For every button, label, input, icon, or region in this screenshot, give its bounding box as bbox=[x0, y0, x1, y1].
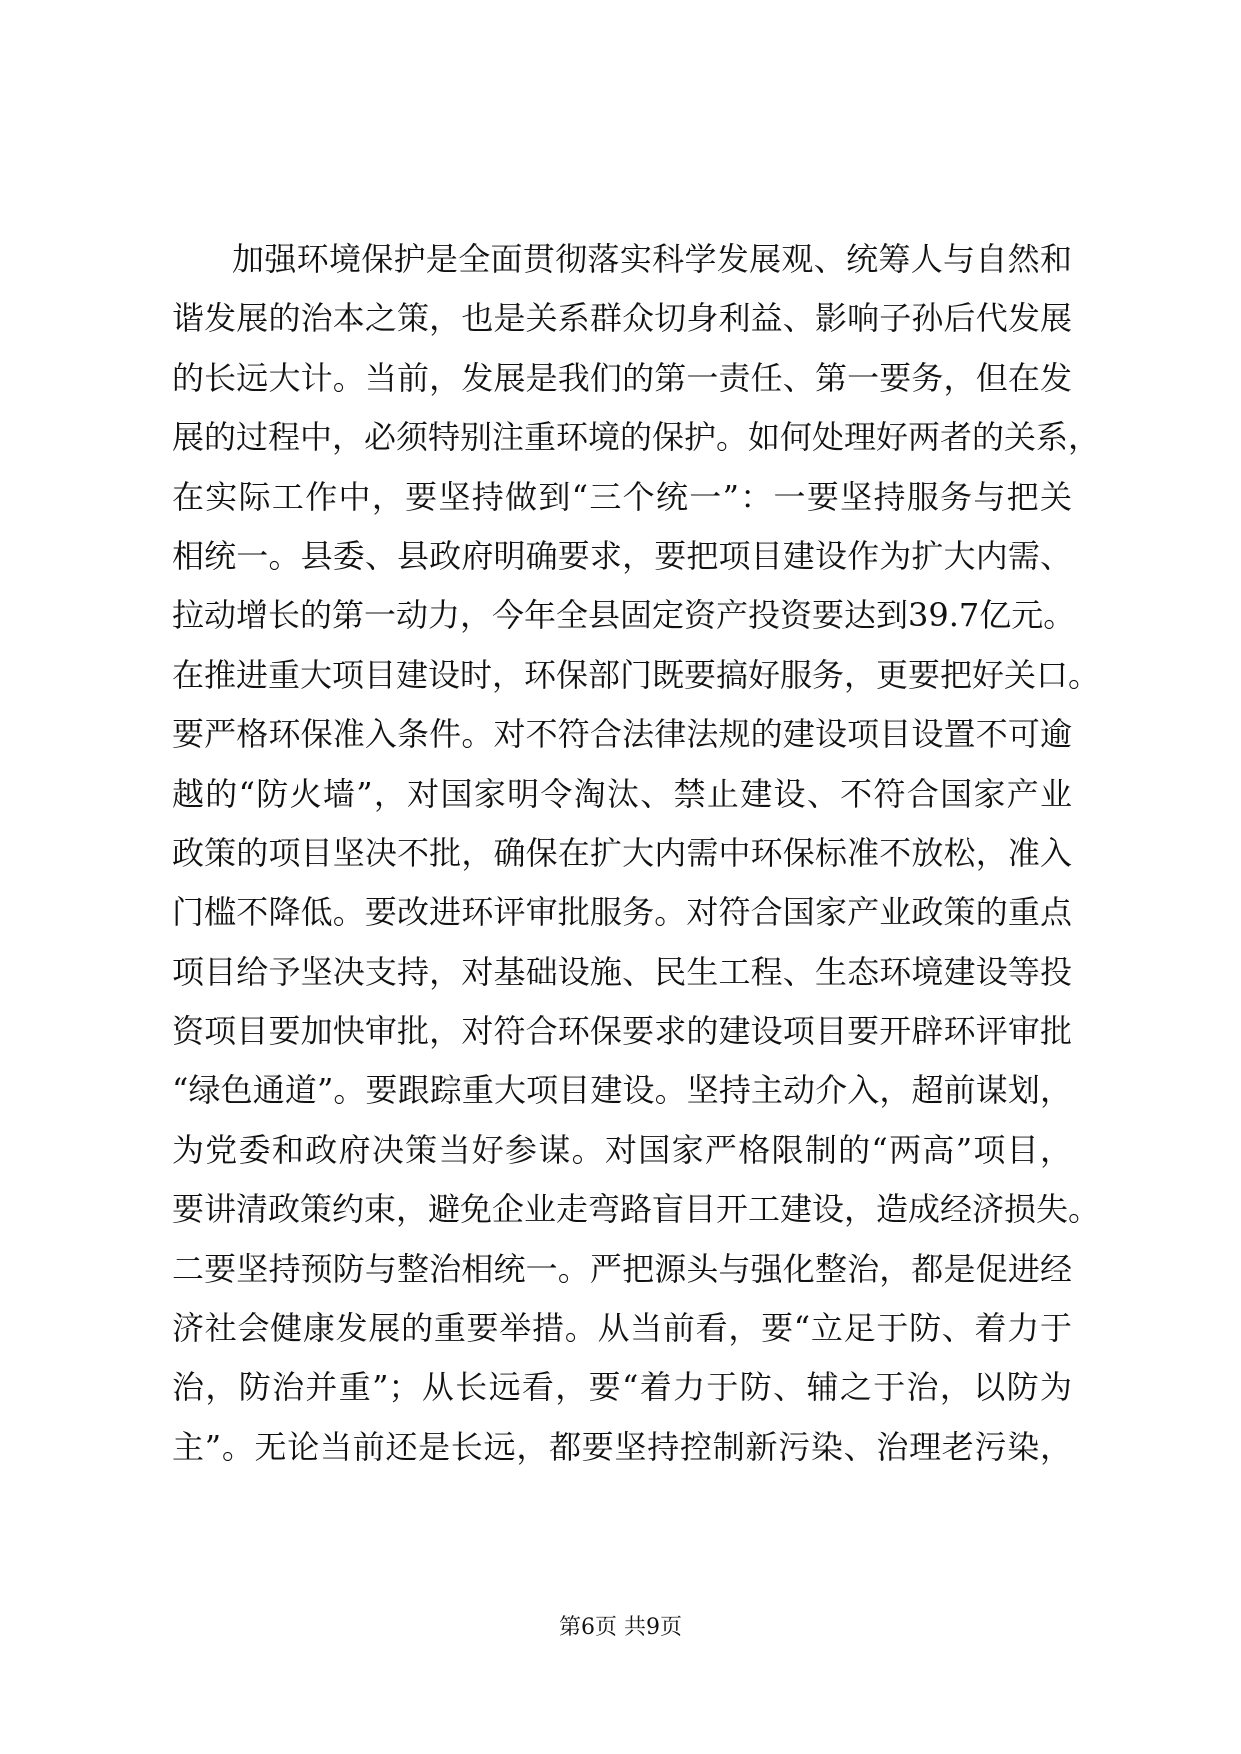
text-line: 在推进重大项目建设时，环保部门既要搞好服务，更要把好关口。 bbox=[172, 655, 1101, 694]
text-line: 治，防治并重”；从长远看，要“着力于防、辅之于治，以防为 bbox=[172, 1368, 1072, 1407]
text-line: 主”。无论当前还是长远，都要坚持控制新污染、治理老污染， bbox=[172, 1427, 1072, 1466]
text-line: 拉动增长的第一动力，今年全县固定资产投资要达到39.7亿元。 bbox=[172, 596, 1076, 635]
text-line: 济社会健康发展的重要举措。从当前看，要“立足于防、着力于 bbox=[172, 1309, 1072, 1348]
text-line: 项目给予坚决支持，对基础设施、民生工程、生态环境建设等投 bbox=[172, 952, 1072, 991]
text-line: 展的过程中，必须特别注重环境的保护。如何处理好两者的关系， bbox=[172, 418, 1101, 457]
page-number-footer: 第6页 共9页 bbox=[559, 1615, 682, 1640]
text-line: 加强环境保护是全面贯彻落实科学发展观、统筹人与自然和 bbox=[232, 240, 1072, 278]
text-line: 要严格环保准入条件。对不符合法律法规的建设项目设置不可逾 bbox=[172, 715, 1072, 754]
body-paragraph bbox=[172, 230, 1101, 1477]
text-line: 越的“防火墙”，对国家明令淘汰、禁止建设、不符合国家产业 bbox=[172, 774, 1072, 813]
text-line: 谐发展的治本之策，也是关系群众切身利益、影响子孙后代发展 bbox=[172, 299, 1072, 338]
text-line: 二要坚持预防与整治相统一。严把源头与强化整治，都是促进经 bbox=[172, 1249, 1072, 1288]
text-line: 的长远大计。当前，发展是我们的第一责任、第一要务，但在发 bbox=[172, 358, 1072, 397]
text-line: 在实际工作中，要坚持做到“三个统一”：一要坚持服务与把关 bbox=[172, 477, 1072, 516]
text-line: 相统一。县委、县政府明确要求，要把项目建设作为扩大内需、 bbox=[172, 536, 1072, 575]
text-line: 门槛不降低。要改进环评审批服务。对符合国家产业政策的重点 bbox=[172, 893, 1072, 932]
text-line: 为党委和政府决策当好参谋。对国家严格限制的“两高”项目， bbox=[172, 1130, 1072, 1169]
text-line: 要讲清政策约束，避免企业走弯路盲目开工建设，造成经济损失。 bbox=[172, 1190, 1101, 1229]
text-line: 资项目要加快审批，对符合环保要求的建设项目要开辟环评审批 bbox=[172, 1012, 1072, 1051]
text-line: 政策的项目坚决不批，确保在扩大内需中环保标准不放松，准入 bbox=[172, 833, 1072, 872]
text-line: “绿色通道”。要跟踪重大项目建设。坚持主动介入，超前谋划， bbox=[172, 1071, 1072, 1110]
